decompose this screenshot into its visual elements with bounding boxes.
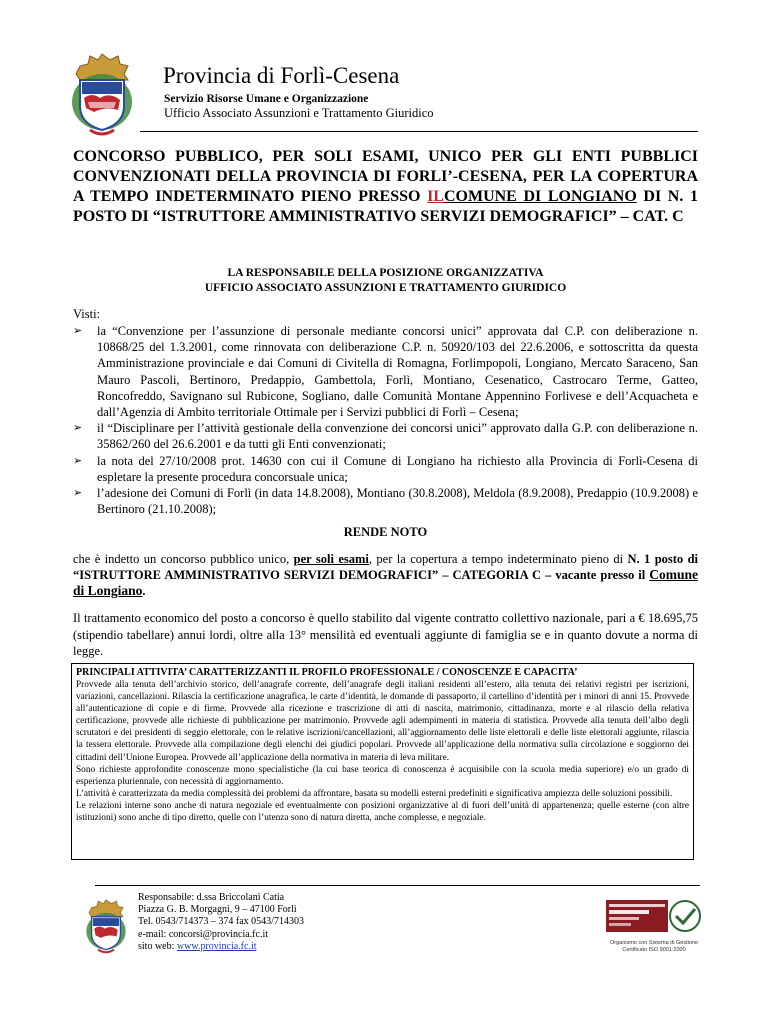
activities-text-3: L’attività è caratterizzata da media complessità dei problemi da affrontare, basata su modelli esterni predefiniti e significativa ampiezza delle soluzioni possibili. (76, 788, 673, 799)
recital-text: la nota del 27/10/2008 prot. 14630 con cui il Comune di Longiano ha richiesto alla Provincia di Forlì-Cesena di espletare la presente procedura concorsuale unica; (97, 453, 698, 484)
para1-e: Comune di Longiano (73, 567, 698, 599)
title-comune: COMUNE DI LONGIANO (443, 188, 637, 205)
arrow-bullet-icon: ➢ (73, 487, 83, 500)
province-crest-icon (70, 50, 134, 138)
contact-address: Piazza G. B. Morgagni, 9 – 47100 Forlì (138, 904, 297, 916)
office-name: Ufficio Associato Assunzioni e Trattamento Giuridico (164, 106, 434, 120)
activities-text-2: Sono richieste approfondite conoscenze mono specialistiche (la cui base teorica di conoscenza è acquisibile con la scuola media superiore) e/o un grado di esperienza pluriennale, con necessità di aggiornamento. (76, 764, 689, 787)
activities-text-1: Provvede alla tenuta dell’archivio storico, dell’anagrafe corrente, dell’anagrafe degli italiani residenti all’estero, alla tenuta dei relativi registri per iscrizioni, variazioni, cancellazioni. Rilascia la certificazione anagrafica, le carte d’identità, le domande di passaporto, il cartellino d’identità per i minori di anni 15. Provvede all’autenticazione di copie e di firme. Provvede alla ricezione e trascrizione di atti di nascita, matrimonio, cittadinanza, morte e al rilascio della relativa certificazione, provvede alle richieste di pubblicazione per matrimonio. Provvede agli adempimenti in materia di statistica. Provvede alla tenuta dell’albo degli scrutatori e dei presidenti di seggio elettorale, con le relative iscrizioni/cancellazioni, all’aggiornamento delle liste elettorali e delle liste elettorali aggiunte, rilascia la tessera elettorale. Provvede alla compilazione degli elenchi dei giudici popolari. Provvede all’applicazione della normativa sulla circolazione e soggiorno dei cittadini dell’Unione Europea. Provvede all’applicazione della normativa in materia di leva militare. (76, 680, 689, 763)
rende-noto-heading: RENDE NOTO (343, 525, 428, 539)
website-link[interactable]: www.provincia.fc.it (176, 940, 257, 952)
header-divider (140, 131, 698, 132)
title-part1: CONCORSO PUBBLICO, PER SOLI ESAMI, UNICO PER GLI ENTI PUBBLICI CONVENZIONATI DELLA PROVINCIA DI FORLI’-CESENA, PER LA COPERTURA A TEMPO INDETERMINATO PIENO PRESSO (73, 148, 698, 205)
title-part2: DI N. 1 POSTO DI “ISTRUTTORE AMMINISTRATIVO SERVIZI DEMOGRAFICI” – CAT. C (73, 188, 698, 225)
list-item (73, 453, 698, 485)
activities-heading: PRINCIPALI ATTIVITA’ CARATTERIZZANTI IL PROFILO PROFESSIONALE / CONOSCENZE E CAPACITA’ (76, 667, 578, 678)
title-il: IL (427, 188, 444, 205)
activities-text-4: Le relazioni interne sono anche di natura negoziale ed eventualmente con posizioni organizzative al di fuori dell’unità di appartenenza; quelle esterne (con altre istituzioni) sono anche di tipo diretto, quelle con l’utenza sono di natura diretta, anche complesse, e negoziale. (76, 800, 689, 824)
competition-title (73, 147, 698, 227)
visti-label: Visti: (73, 307, 101, 321)
recital-text: la “Convenzione per l’assunzione di personale mediante concorsi unici” approvata dal C.P. con deliberazione n. 10868/25 del 1.3.2001, come rinnovata con deliberazione C.P. n. 50920/103 del 22.6.2006, e sottoscritta da questa Amministrazione provinciale e dai Comuni di Civitella di Romagna, Forlimpopoli, Longiano, Mercato Saraceno, San Mauro Pascoli, Bertinoro, Predappio, Gambettola, Forlì, Montiano, Cesenatico, Castrocaro Terme, Gatteo, Roncofreddo, Savignano sul Rubicone, Sogliano, dalle Comunità Montane Appennino Forlivese e dell’Acquacheta e dall’Agenzia di Ambito territoriale Ottimale per i Servizi pubblici di Forlì – Cesena; (97, 324, 698, 420)
list-item (73, 323, 698, 420)
service-name: Servizio Risorse Umane e Organizzazione (164, 93, 369, 105)
para1-a: che è indetto un concorso pubblico unico, (73, 552, 294, 566)
province-crest-icon (85, 897, 127, 955)
para1-f: . (142, 584, 146, 599)
arrow-bullet-icon: ➢ (73, 325, 83, 337)
responsible-line2: UFFICIO ASSOCIATO ASSUNZIONI E TRATTAMENTO GIURIDICO (204, 282, 567, 294)
contact-email: e-mail: concorsi@provincia.fc.it (138, 928, 268, 940)
certification-caption: Organismo con Sistema di Gestione Certificato ISO 9001:2000 (609, 940, 699, 953)
list-item (73, 420, 698, 452)
footer-divider (95, 885, 700, 886)
para1-b: per soli esami (293, 552, 369, 566)
recitals-list (73, 323, 698, 517)
arrow-bullet-icon: ➢ (73, 422, 83, 435)
contact-responsible: Responsabile: d.ssa Briccolani Catia (138, 892, 285, 903)
para1-c: , per la copertura a tempo indeterminato pieno di (368, 552, 628, 566)
responsible-heading (73, 266, 698, 296)
list-item (73, 485, 698, 517)
activities-box (71, 663, 694, 860)
para1-d: N. 1 posto di “ISTRUTTORE AMMINISTRATIVO SERVIZI DEMOGRAFICI” – CATEGORIA C – vacante presso il (73, 552, 699, 583)
salary-paragraph: Il trattamento economico del posto a concorso è quello stabilito dal vigente contratto collettivo nazionale, pari a € 18.695,75 (stipendio tabellare) annui lordi, oltre alla 13° mensilità ed eventuali aggiunte di famiglia se e in quanto dovute a norma di legge. (73, 611, 698, 658)
recital-text: l’adesione dei Comuni di Forlì (in data 14.8.2008), Montiano (30.8.2008), Meldola (8.9.2008), Predappio (10.9.2008) e Bertinoro (21.10.2008); (97, 486, 698, 517)
arrow-bullet-icon: ➢ (73, 454, 83, 467)
responsible-line1: LA RESPONSABILE DELLA POSIZIONE ORGANIZZATIVA (227, 267, 544, 279)
contact-website (138, 941, 304, 953)
contact-phone: Tel. 0543/714373 – 374 fax 0543/714303 (138, 916, 304, 928)
announcement-paragraph (73, 551, 698, 600)
website-label: sito web: (138, 940, 177, 952)
contact-block (138, 892, 304, 953)
recital-text: il “Disciplinare per l’attività gestionale della convenzione dei concorsi unici” approvato dalla G.P. con deliberazione n. 35862/260 del 26.6.2001 e da tutti gli Enti convenzionati; (97, 421, 698, 452)
province-name: Provincia di Forlì-Cesena (163, 63, 400, 88)
certification-logo-icon (606, 898, 702, 934)
